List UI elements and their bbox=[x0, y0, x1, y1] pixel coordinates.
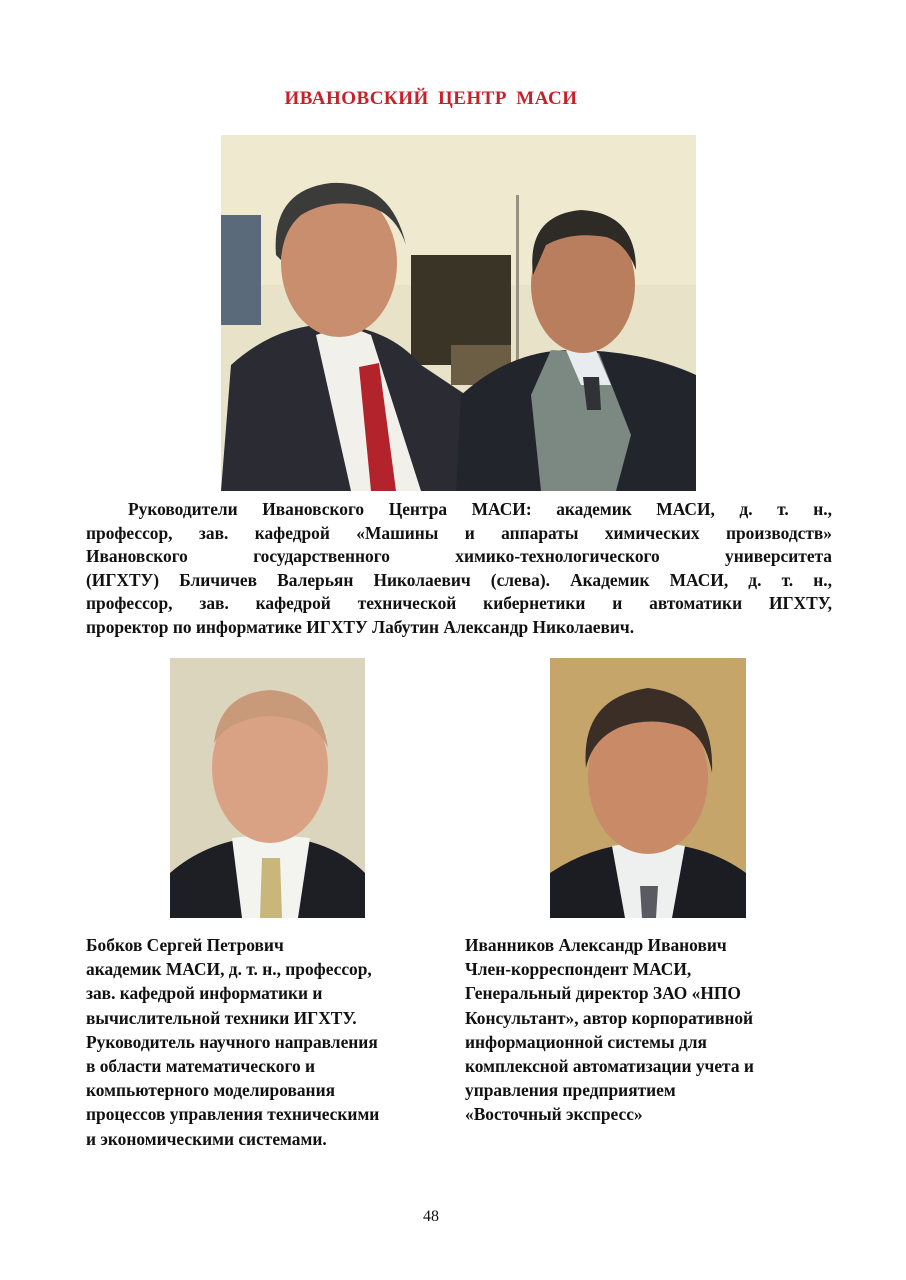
bio-name: Иванников Александр Иванович bbox=[465, 935, 727, 955]
caption-line: проректор по информатике ИГХТУ Лабутин Александр Николаевич. bbox=[86, 616, 635, 637]
bio-ivannikov bbox=[465, 933, 835, 1127]
page-title: ИВАНОВСКИЙ ЦЕНТР МАСИ bbox=[284, 88, 578, 109]
caption-line: профессор, зав. кафедрой технической кибернетики и автоматики ИГХТУ, bbox=[86, 593, 832, 614]
bio-line: Член-корреспондент МАСИ, bbox=[465, 959, 692, 980]
page-number: 48 bbox=[423, 1208, 439, 1225]
bio-line: вычислительной техники ИГХТУ. bbox=[86, 1007, 357, 1028]
bio-bobkov bbox=[86, 933, 451, 1151]
bio-line: академик МАСИ, д. т. н., профессор, bbox=[86, 959, 372, 980]
bio-line: Генеральный директор ЗАО «НПО bbox=[465, 983, 741, 1004]
bio-line: «Восточный экспресс» bbox=[465, 1104, 643, 1125]
bio-line: зав. кафедрой информатики и bbox=[86, 983, 323, 1004]
bio-line: и экономическими системами. bbox=[86, 1128, 327, 1149]
caption-line: профессор, зав. кафедрой «Машины и аппараты химических производств» bbox=[86, 522, 832, 543]
caption-line: Руководители Ивановского Центра МАСИ: академик МАСИ, д. т. н., bbox=[128, 499, 832, 519]
bio-line: управления предприятием bbox=[465, 1080, 676, 1101]
bio-line: компьютерного моделирования bbox=[86, 1080, 336, 1101]
bio-line: в области математического и bbox=[86, 1056, 316, 1077]
caption-line: (ИГХТУ) Бличичев Валерьян Николаевич (слева). Академик МАСИ, д. т. н., bbox=[86, 569, 832, 590]
bio-line: Руководитель научного направления bbox=[86, 1031, 378, 1052]
main-photo-caption bbox=[86, 498, 832, 640]
bio-line: Консультант», автор корпоративной bbox=[465, 1007, 754, 1028]
bio-name: Бобков Сергей Петрович bbox=[86, 935, 284, 955]
photo-ivannikov bbox=[550, 658, 746, 918]
photo-two-leaders bbox=[221, 135, 696, 491]
photo-bobkov bbox=[170, 658, 365, 918]
caption-line: Ивановского государственного химико-технологического университета bbox=[86, 546, 832, 567]
bio-line: информационной системы для bbox=[465, 1031, 707, 1052]
bio-line: комплексной автоматизации учета и bbox=[465, 1056, 754, 1077]
bio-line: процессов управления техническими bbox=[86, 1104, 380, 1125]
